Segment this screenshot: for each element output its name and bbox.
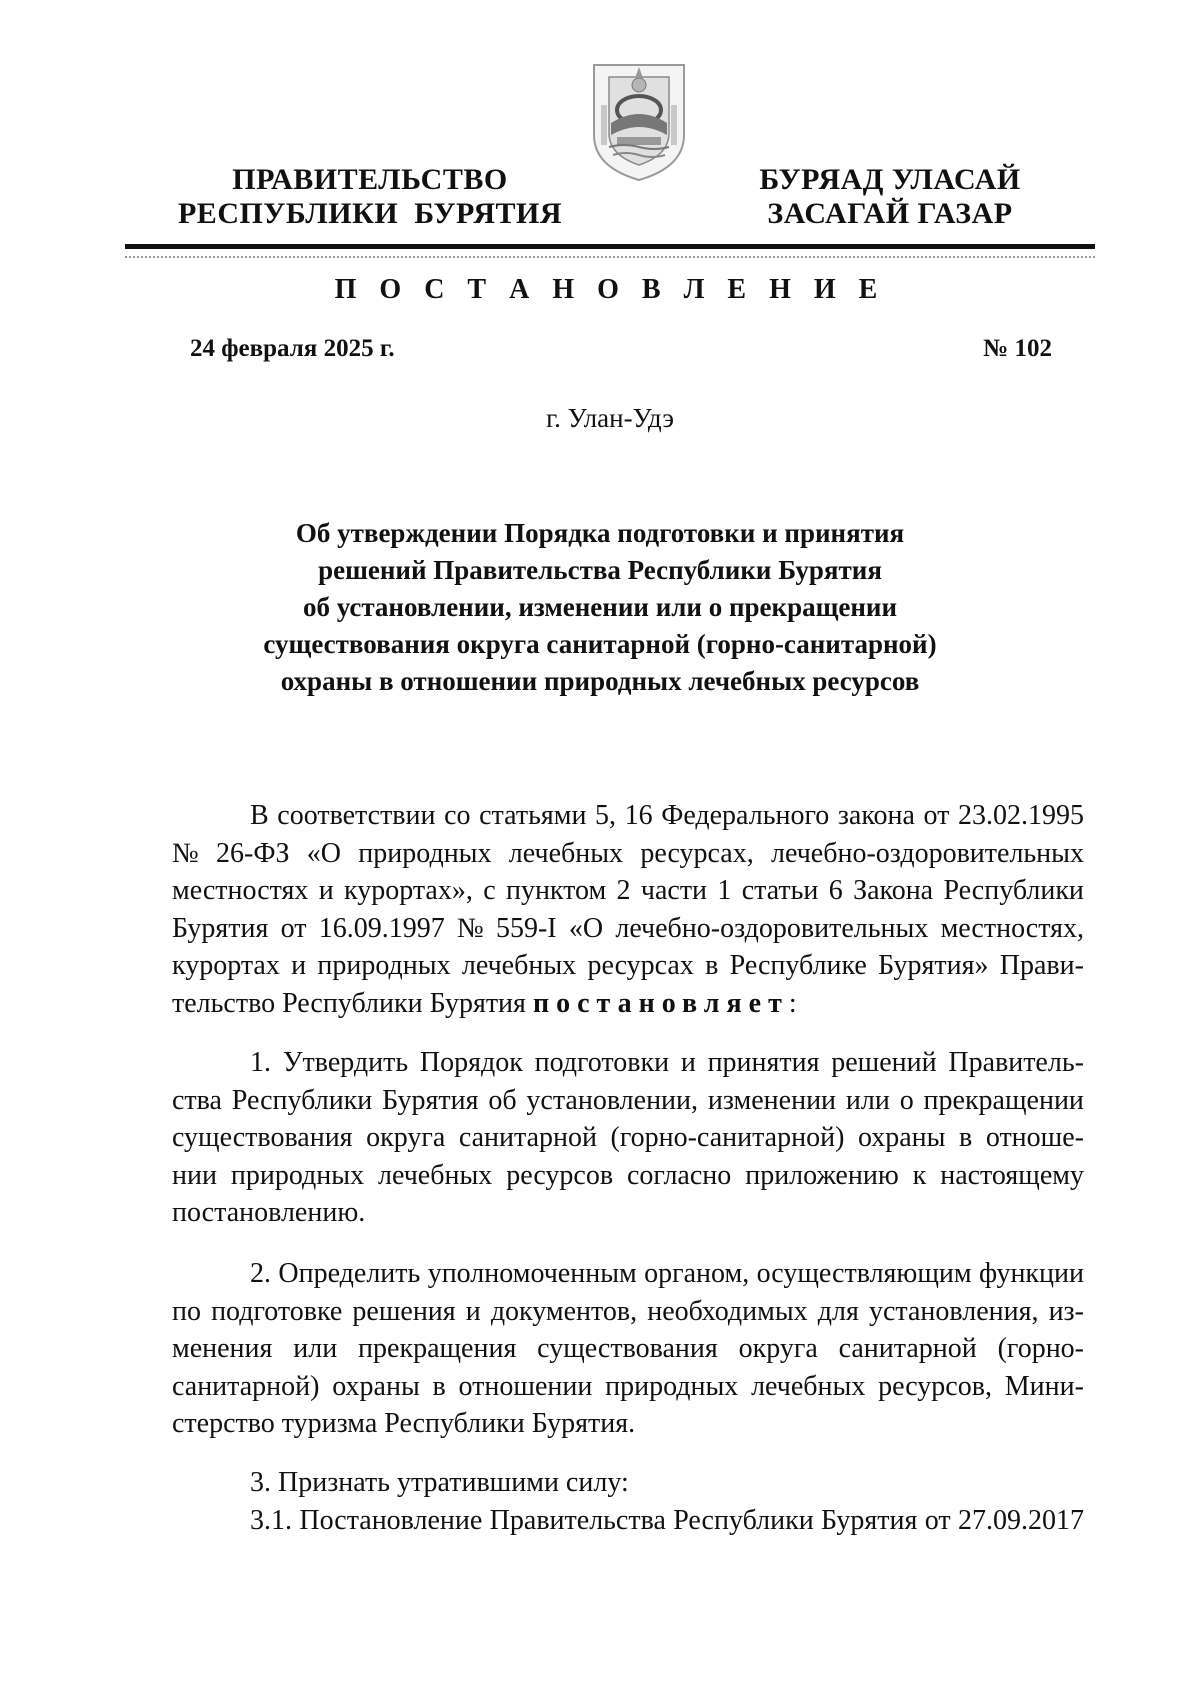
word: и <box>465 1295 481 1327</box>
word: отношении <box>458 1370 593 1402</box>
word: отноше- <box>985 1122 1084 1153</box>
word: 559-I <box>495 912 557 944</box>
word: существования <box>172 1122 353 1153</box>
word: ства <box>172 1084 222 1116</box>
word: о <box>899 1084 914 1116</box>
header-divider-thick <box>125 244 1095 249</box>
word: решения <box>352 1295 456 1327</box>
word: органом, <box>644 1258 750 1289</box>
org-name-russian <box>160 163 580 231</box>
word: 1 <box>717 875 732 906</box>
word: для <box>817 1295 859 1327</box>
word: из- <box>1048 1295 1084 1327</box>
word: Определить <box>278 1258 421 1289</box>
text-line <box>172 1368 1084 1406</box>
word: курортах <box>172 950 280 981</box>
org-name-buryat <box>740 163 1040 231</box>
word: в <box>705 950 719 981</box>
text-line <box>172 910 1084 948</box>
word: об <box>488 1084 517 1116</box>
word: (горно- <box>997 1333 1084 1364</box>
word: со <box>444 800 471 831</box>
word: согласно <box>626 1159 732 1191</box>
text-line <box>172 947 1084 985</box>
word: 6 <box>828 875 843 906</box>
text-line <box>172 797 1084 835</box>
word: охраны <box>857 1122 946 1153</box>
word: от <box>923 800 950 831</box>
text-line: постановлению. <box>172 1197 366 1228</box>
word: установлении, <box>526 1084 699 1116</box>
word: от <box>924 1504 951 1536</box>
word: статьями <box>479 800 587 831</box>
word: и <box>318 875 334 906</box>
word: ресурсах <box>587 950 694 981</box>
word: Республики <box>943 875 1084 906</box>
document-title <box>160 515 1040 700</box>
word: осуществляющим <box>756 1258 972 1289</box>
word: изменении <box>707 1084 837 1116</box>
word: лечебных <box>461 950 577 981</box>
word: лечебных <box>508 837 624 869</box>
word: (горно-санитарной) <box>610 1122 845 1153</box>
word: Бурятия <box>172 912 269 944</box>
word: «О <box>306 837 341 869</box>
title-line: об установлении, изменении или о прекращении <box>302 592 898 622</box>
text-line <box>172 1044 1084 1082</box>
title-line: существования округа санитарной (горно-санитарной) <box>263 629 937 659</box>
word: от <box>280 912 307 944</box>
text-line <box>172 1330 1084 1368</box>
word: с <box>483 875 496 906</box>
word: подготовке <box>211 1295 343 1327</box>
word: Бурятия <box>382 1084 479 1116</box>
word: функции <box>979 1258 1084 1289</box>
text-line: стерство туризма Республики Бурятия. <box>172 1408 636 1439</box>
word: 16 <box>624 800 653 831</box>
word: 2. <box>250 1258 271 1289</box>
word: Утвердить <box>282 1047 409 1078</box>
item-3-paragraph <box>172 1464 1084 1539</box>
text-line: 3. Признать утратившими силу: <box>250 1467 629 1498</box>
word: ресурсов, <box>878 1370 992 1402</box>
word: 2 <box>616 875 631 906</box>
word: подготовки <box>534 1047 670 1078</box>
text-line <box>172 985 1084 1023</box>
word: санитарной <box>458 1122 597 1153</box>
word: лечебно-оздоровительных <box>615 912 929 944</box>
word: Республики <box>231 1084 373 1116</box>
word: в <box>432 1370 446 1402</box>
word: местностях <box>172 875 309 906</box>
word: Закона <box>853 875 934 906</box>
word: части <box>640 875 708 906</box>
word: 5, <box>595 800 617 831</box>
org-name-russian-line2: РЕСПУБЛИКИ БУРЯТИЯ <box>177 197 563 230</box>
word: прекращении <box>923 1084 1084 1116</box>
word: прекращения <box>358 1333 517 1364</box>
word: закона <box>837 800 915 831</box>
word: лечебных <box>378 1159 493 1191</box>
item-2-paragraph <box>172 1255 1084 1443</box>
word: уполномоченным <box>427 1258 637 1289</box>
word: менения <box>172 1333 273 1364</box>
word: округа <box>366 1122 446 1153</box>
org-name-russian-line1: ПРАВИТЕЛЬСТВО <box>232 163 508 196</box>
word: Республике <box>729 950 867 981</box>
republic-of-buryatia-coat-of-arms-icon <box>589 55 689 183</box>
word: Порядок <box>419 1047 523 1078</box>
word: соответствии <box>277 800 436 831</box>
word: В <box>250 800 269 831</box>
word: лечебных <box>751 1370 866 1402</box>
word: природных <box>605 1370 739 1402</box>
word: охраны <box>332 1370 420 1402</box>
word: ресурсах, <box>640 837 754 869</box>
text-line <box>172 1502 1084 1540</box>
word: нии <box>172 1159 217 1191</box>
word: лечебно-оздоровительных <box>771 837 1084 869</box>
word: местностях, <box>940 912 1084 944</box>
preamble-closing-text: тельство Республики Бурятия <box>172 987 533 1019</box>
word: или <box>845 1084 890 1116</box>
word: пунктом <box>505 875 607 906</box>
word: статьи <box>741 875 819 906</box>
word: и <box>291 950 307 981</box>
word: Федерального <box>661 800 830 831</box>
word: 27.09.2017 <box>957 1504 1084 1536</box>
word: Бурятия» <box>878 950 989 981</box>
text-line <box>172 1293 1084 1331</box>
text-line <box>172 835 1084 873</box>
header-divider-thin <box>125 256 1095 258</box>
word: приложению <box>745 1159 899 1191</box>
word: и <box>680 1047 696 1078</box>
document-date: 24 февраля 2025 г. <box>190 335 395 362</box>
word: Правительства <box>489 1504 666 1536</box>
word: санитарной <box>838 1333 977 1364</box>
word: документов, <box>490 1295 638 1327</box>
item-1-paragraph <box>172 1044 1084 1232</box>
word: Постановление <box>299 1504 483 1536</box>
word: по <box>172 1295 201 1327</box>
word: в <box>959 1122 973 1153</box>
word: Республики <box>673 1504 814 1536</box>
word: установления, <box>868 1295 1039 1327</box>
word: необходимых <box>647 1295 808 1327</box>
title-line: решений Правительства Республики Бурятия <box>318 555 882 585</box>
word: 23.02.1995 <box>958 800 1084 831</box>
word: Правитель- <box>948 1047 1084 1078</box>
word: принятия <box>707 1047 820 1078</box>
word: к <box>912 1159 927 1191</box>
word: ресурсов <box>506 1159 614 1191</box>
word: Бурятия <box>821 1504 918 1536</box>
preamble-paragraph <box>172 797 1084 1022</box>
document-type: П О С Т А Н О В Л Е Н И Е <box>334 274 886 305</box>
title-line: охраны в отношении природных лечебных ресурсов <box>280 666 920 696</box>
word: природных <box>358 837 492 869</box>
org-name-buryat-line1: БУРЯАД УЛАСАЙ <box>759 163 1021 196</box>
word: природных <box>317 950 451 981</box>
word: существования <box>537 1333 718 1364</box>
document-number: № 102 <box>983 335 1052 362</box>
word: природных <box>230 1159 365 1191</box>
word: округа <box>738 1333 818 1364</box>
word: решений <box>831 1047 937 1078</box>
word: «О <box>568 912 604 944</box>
preamble-closing-colon: : <box>788 987 797 1019</box>
word: 1. <box>250 1047 271 1078</box>
text-line <box>172 1119 1084 1157</box>
org-name-buryat-line2: ЗАСАГАЙ ГАЗАР <box>767 197 1013 230</box>
word: 26-ФЗ <box>216 837 290 869</box>
text-line <box>172 1157 1084 1195</box>
word: № <box>172 837 199 869</box>
title-line: Об утверждении Порядка подготовки и принятия <box>295 518 905 548</box>
word: санитарной) <box>172 1370 320 1402</box>
text-line <box>172 1255 1084 1293</box>
word: Мини- <box>1004 1370 1084 1402</box>
text-line <box>172 1082 1084 1120</box>
document-city: г. Улан-Удэ <box>546 403 674 433</box>
word: 16.09.1997 <box>318 912 445 944</box>
word: № <box>456 912 484 944</box>
word: настоящему <box>940 1159 1084 1191</box>
text-line <box>172 872 1084 910</box>
word: Прави- <box>999 950 1084 981</box>
word: курортах», <box>344 875 473 906</box>
resolution-keyword: постановляет <box>532 987 789 1019</box>
word: 3.1. <box>250 1504 292 1536</box>
word: или <box>293 1333 338 1364</box>
